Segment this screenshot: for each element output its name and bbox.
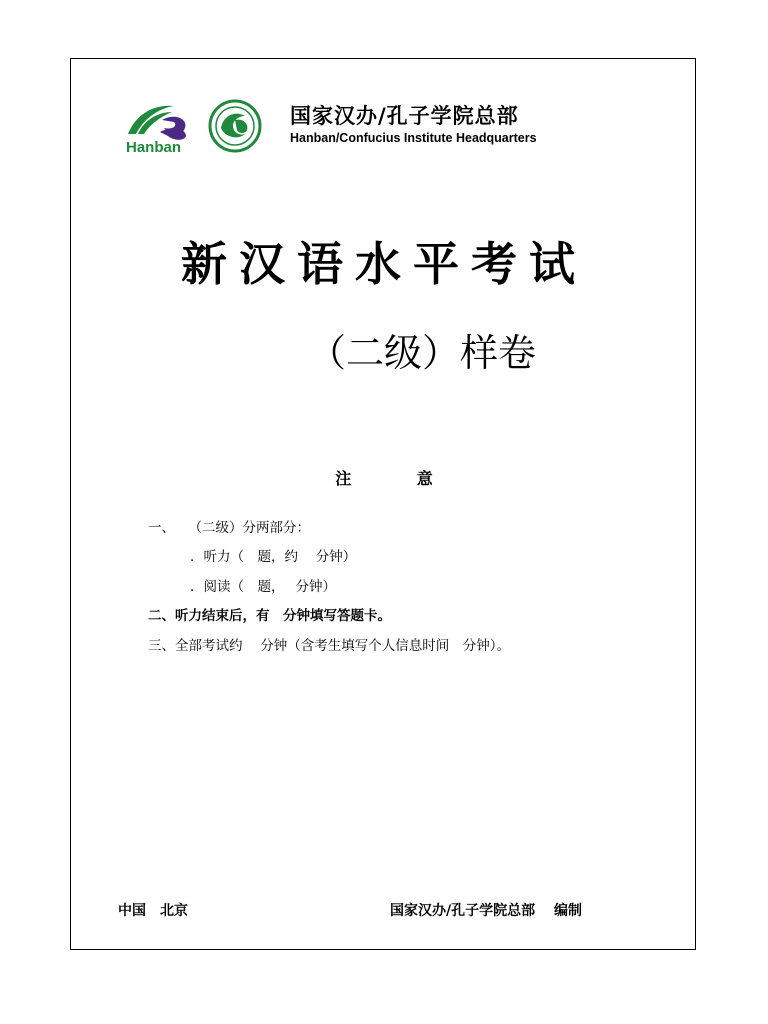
footer-location: 中国 北京 <box>118 903 188 919</box>
notice-line: 二、听力结束后，有 分钟填写答题卡。 <box>148 608 391 624</box>
org-name-cn: 国家汉办/孔子学院总部 <box>290 104 519 128</box>
page-subtitle: （二级）样卷 <box>308 331 537 375</box>
org-name-en: Hanban/Confucius Institute Headquarters <box>290 131 537 145</box>
notice-heading: 注 意 <box>335 469 463 488</box>
notice-line: 一、 （二级）分两部分： <box>148 520 310 536</box>
page-border <box>70 58 696 950</box>
page-title: 新汉语水平考试 <box>181 237 587 291</box>
notice-line: 三、全部考试约 分钟（含考生填写个人信息时间 分钟）。 <box>148 638 511 654</box>
hanban-logo-text: Hanban <box>126 139 182 154</box>
confucius-institute-logo <box>205 98 269 154</box>
footer-publisher: 国家汉办/孔子学院总部 编制 <box>390 903 582 919</box>
hanban-logo <box>124 98 196 154</box>
notice-line: ．阅读（ 题， 分钟） <box>190 579 337 595</box>
notice-line: ．听力（ 题，约 分钟） <box>190 549 357 565</box>
